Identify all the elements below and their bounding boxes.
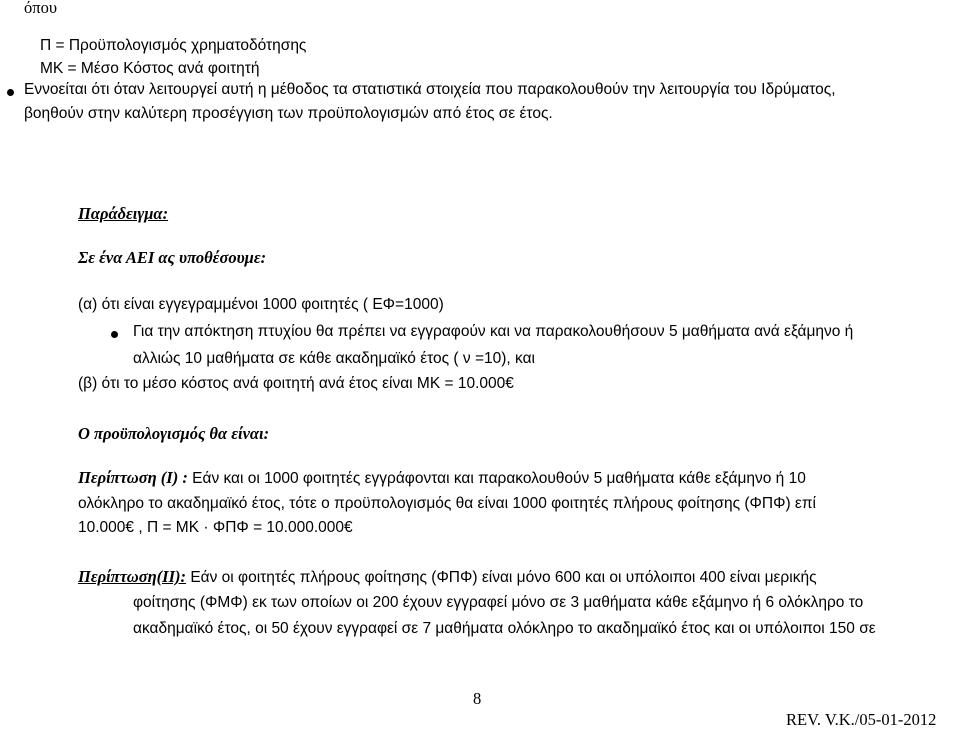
example-subheading: Σε ένα ΑΕΙ ας υποθέσουμε: [78,248,267,267]
case2-text: Εάν οι φοιτητές πλήρους φοίτησης (ΦΠΦ) είναι μόνο 600 και οι υπόλοιποι 400 είναι μερικής [190,569,817,586]
intro-bullet-line1: Εννοείται ότι όταν λειτουργεί αυτή η μέθοδος τα στατιστικά στοιχεία που παρακολουθούν την λειτουργία του Ιδρύματος, [24,81,836,98]
example-heading: Παράδειγμα: [78,204,169,223]
case1-line1 [78,468,958,488]
case2-line2: φοίτησης (ΦΜΦ) εκ των οποίων οι 200 έχουν εγγραφεί μόνο σε 3 μαθήματα κάθε εξάμηνο ή 6 ολόκληρο το [133,594,864,611]
definition-mk: ΜΚ = Μέσο Κόστος ανά φοιτητή [40,60,260,77]
case1-label: Περίπτωση (Ι) : [78,468,188,487]
intro-opou: όπου [24,0,57,17]
case2-line3: ακαδημαϊκό έτος, οι 50 έχουν εγγραφεί σε 7 μαθήματα ολόκληρο το ακαδημαϊκό έτος και οι υπόλοιποι 150 σε [133,620,876,637]
bullet-dot [7,89,14,96]
assumption-a: (α) ότι είναι εγγεγραμμένοι 1000 φοιτητές ( ΕΦ=1000) [78,296,444,313]
revision-label: REV. V.K./05-01-2012 [786,710,937,729]
assumption-bullet-line1: Για την απόκτηση πτυχίου θα πρέπει να εγγραφούν και να παρακολουθήσουν 5 μαθήματα ανά εξάμηνο ή [133,323,854,340]
assumption-bullet-line2: αλλιώς 10 μαθήματα σε κάθε ακαδημαϊκό έτος ( ν =10), και [133,350,535,367]
case2-line1 [78,567,817,587]
assumption-b: (β) ότι το μέσο κόστος ανά φοιτητή ανά έτος είναι ΜΚ = 10.000€ [78,375,514,392]
intro-bullet-line2: βοηθούν στην καλύτερη προσέγγιση των προϋπολογισμών από έτος σε έτος. [24,105,553,122]
case1-line2: ολόκληρο το ακαδημαϊκό έτος, τότε ο προϋπολογισμός θα είναι 1000 φοιτητές πλήρους φοίτησης (ΦΠΦ) επί [78,495,816,512]
budget-heading: Ο προϋπολογισμός θα είναι: [78,424,270,443]
case2-label: Περίπτωση(ΙΙ): [78,567,186,586]
case1-text: Εάν και οι 1000 φοιτητές εγγράφονται και παρακολουθούν 5 μαθήματα κάθε εξάμηνο ή 10 [192,470,806,487]
page-number: 8 [473,689,482,708]
bullet-dot [111,331,118,338]
case1-formula: 10.000€ , Π = ΜΚ · ΦΠΦ = 10.000.000€ [78,519,353,536]
definition-p: Π = Προϋπολογισμός χρηματοδότησης [40,37,307,54]
